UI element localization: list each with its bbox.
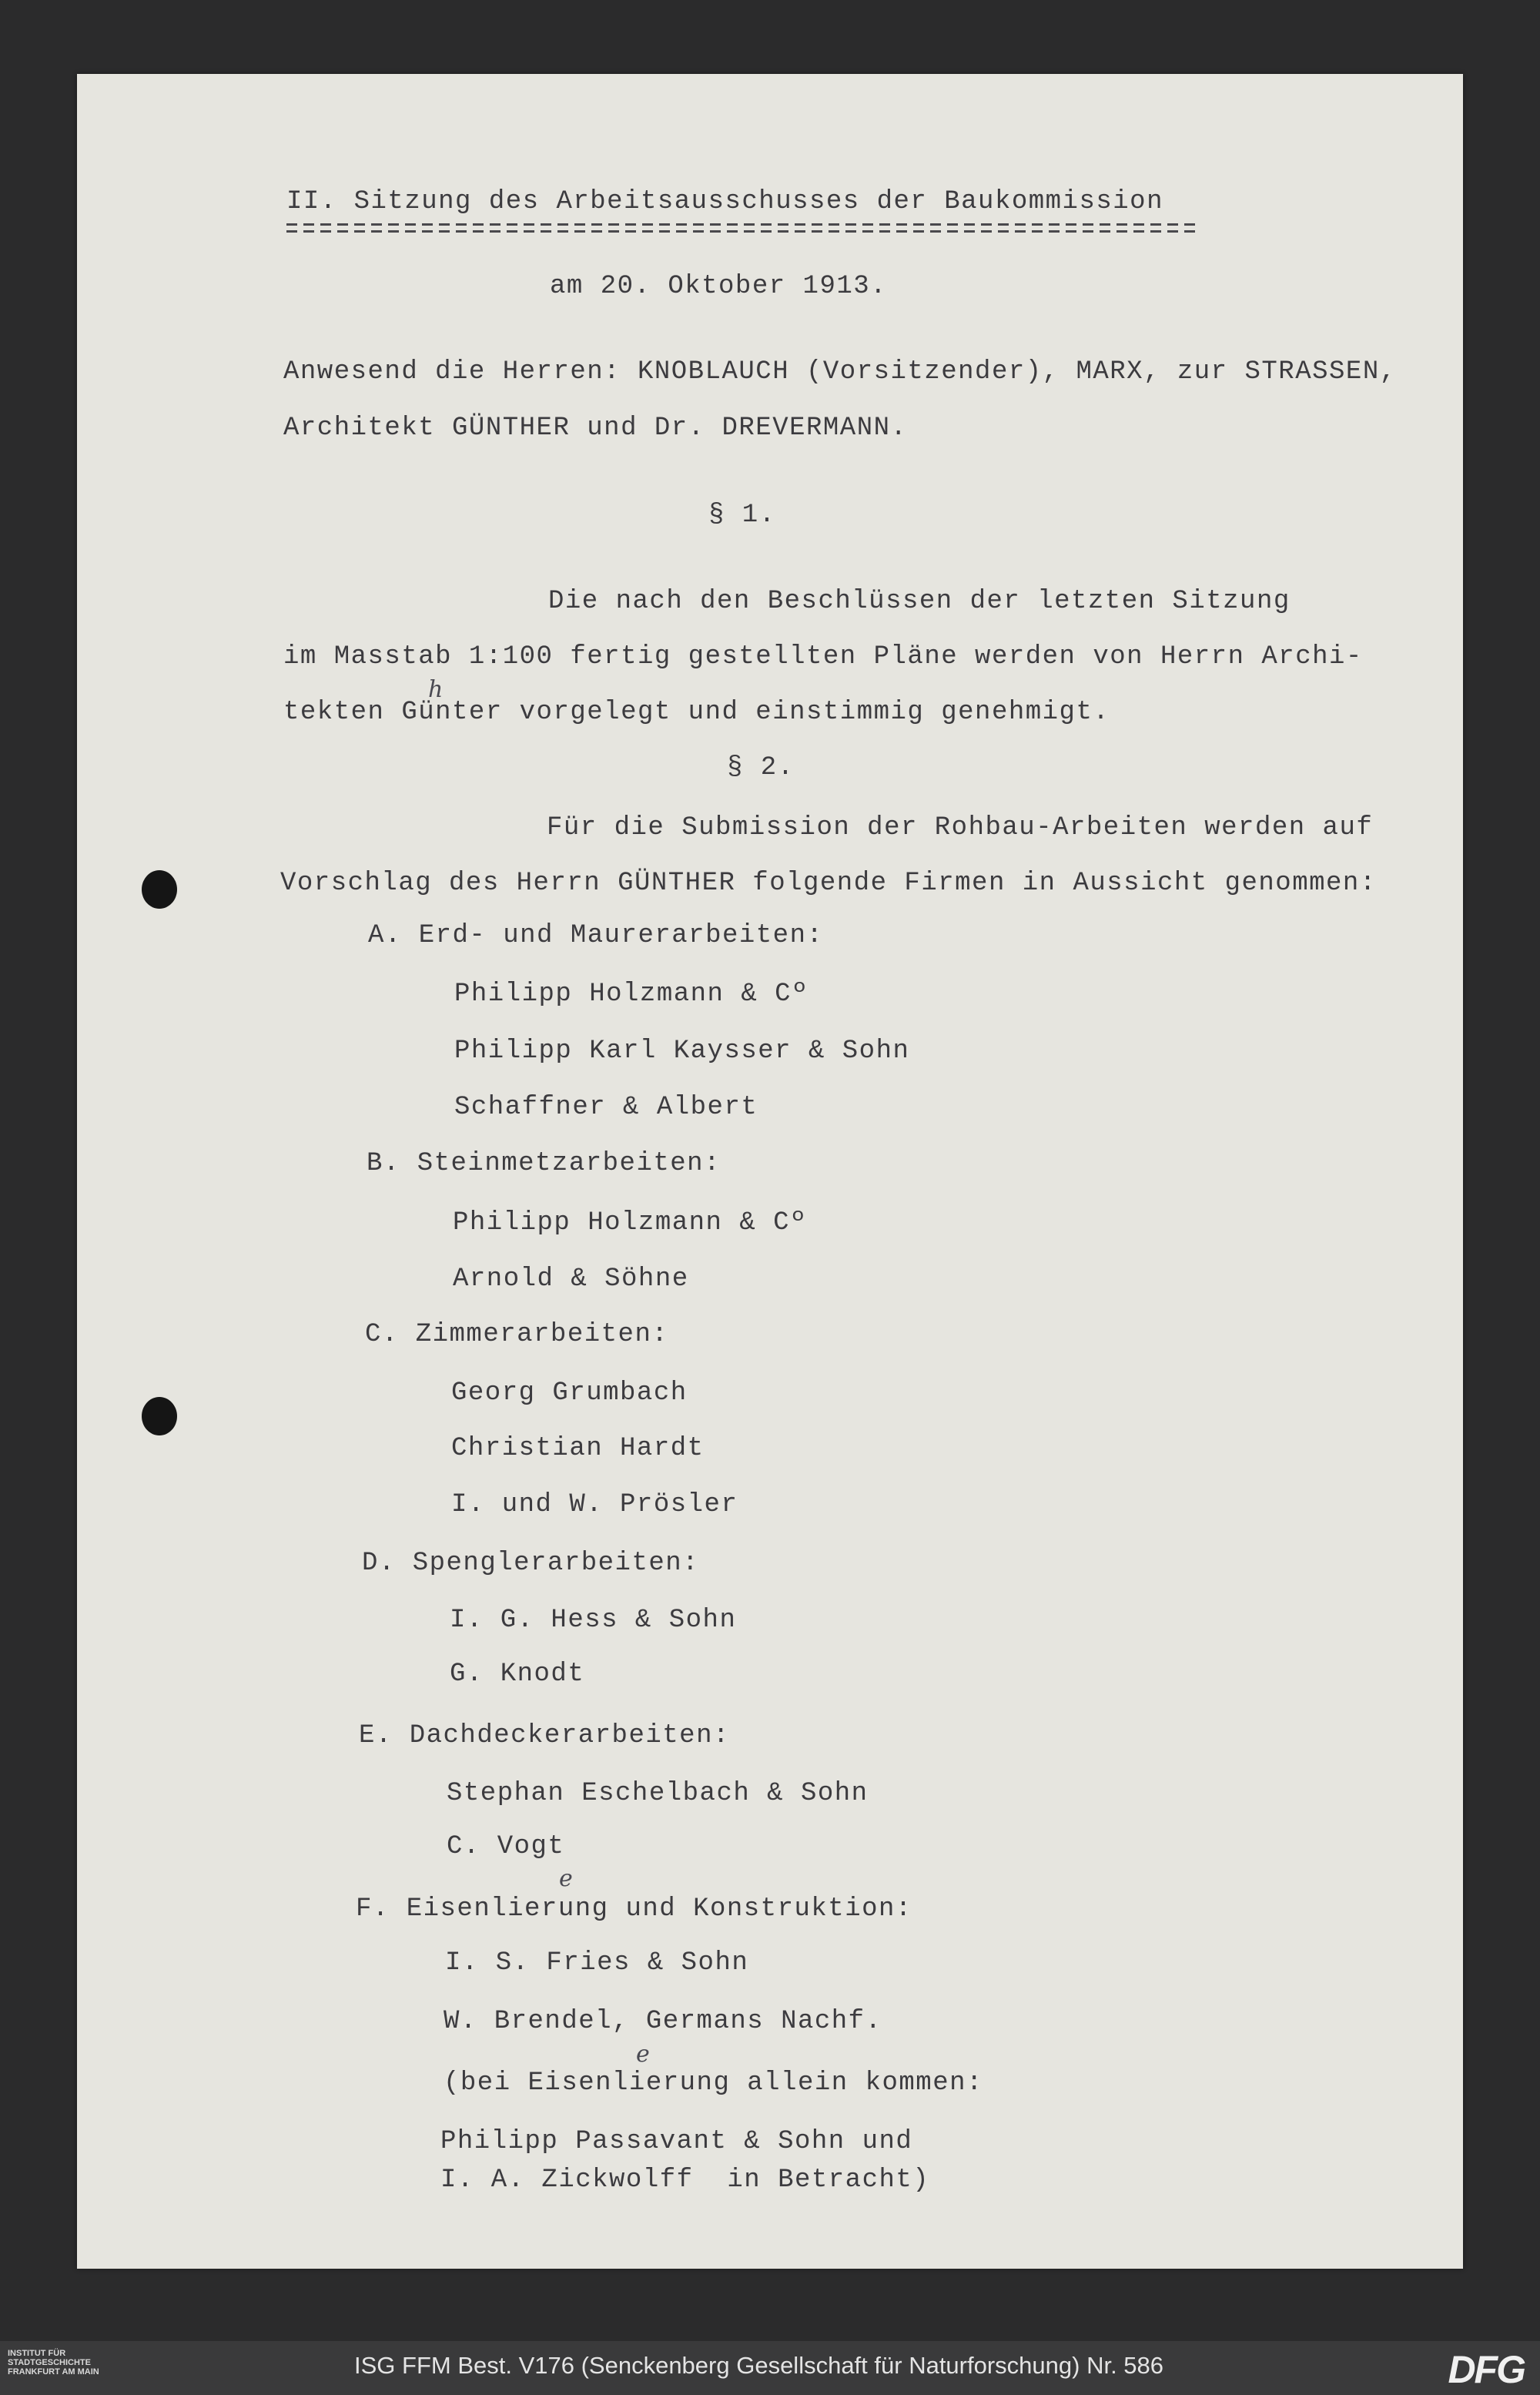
section-1-line-1: Die nach den Beschlüssen der letzten Sitzung	[548, 587, 1291, 616]
title-double-underline	[286, 223, 1201, 234]
firm-item: Arnold & Söhne	[453, 1264, 689, 1294]
firm-item: I. A. Zickwolff in Betracht)	[440, 2166, 930, 2195]
section-1-heading: § 1.	[708, 501, 776, 530]
category-d-label: D. Spenglerarbeiten:	[362, 1549, 700, 1578]
attendees-line-1: Anwesend die Herren: KNOBLAUCH (Vorsitzender), MARX, zur STRASSEN,	[283, 357, 1397, 387]
category-a-label: A. Erd- und Maurerarbeiten:	[368, 921, 824, 950]
institute-label: INSTITUT FÜR STADTGESCHICHTE FRANKFURT AM MAIN	[8, 2349, 99, 2377]
category-c-label: C. Zimmerarbeiten:	[365, 1320, 669, 1349]
firm-item: Philipp Karl Kaysser & Sohn	[454, 1037, 910, 1066]
meeting-date: am 20. Oktober 1913.	[550, 272, 888, 301]
firm-item: I. und W. Prösler	[451, 1490, 738, 1519]
firm-item: Philipp Passavant & Sohn und	[440, 2127, 913, 2156]
category-f-label: F. Eisenlierung und Konstruktion:	[356, 1894, 912, 1924]
firm-item: Stephan Eschelbach & Sohn	[447, 1779, 869, 1808]
section-1-line-3: tekten Günter vorgelegt und einstimmig genehmigt.	[283, 698, 1110, 727]
section-2-line-2: Vorschlag des Herrn GÜNTHER folgende Firmen in Aussicht genommen:	[280, 869, 1377, 898]
category-e-label: E. Dachdeckerarbeiten:	[359, 1721, 730, 1750]
punch-hole-bottom	[142, 1397, 177, 1435]
firm-item: G. Knodt	[450, 1660, 585, 1689]
section-1-line-2: im Masstab 1:100 fertig gestellten Pläne werden von Herrn Archi-	[283, 642, 1363, 672]
category-b-label: B. Steinmetzarbeiten:	[367, 1149, 721, 1178]
firm-item: Philipp Holzmann & Cº	[454, 980, 808, 1009]
archive-footer-bar	[0, 2341, 1540, 2395]
firm-item: C. Vogt	[447, 1832, 565, 1861]
document-title: II. Sitzung des Arbeitsausschusses der Baukommission	[286, 187, 1163, 216]
section-2-line-1: Für die Submission der Rohbau-Arbeiten werden auf	[547, 813, 1374, 842]
attendees-line-2: Architekt GÜNTHER und Dr. DREVERMANN.	[283, 414, 908, 443]
firm-item: Philipp Holzmann & Cº	[453, 1208, 807, 1238]
handwritten-correction-e: e	[636, 2041, 650, 2068]
firm-item-note: (bei Eisenlierung allein kommen:	[444, 2068, 983, 2098]
handwritten-correction-h: h	[428, 676, 444, 703]
document-page	[77, 74, 1463, 2269]
section-2-heading: § 2.	[727, 753, 795, 782]
firm-item: Schaffner & Albert	[454, 1093, 758, 1122]
firm-item: I. S. Fries & Sohn	[445, 1948, 749, 1978]
archive-reference: ISG FFM Best. V176 (Senckenberg Gesellschaft für Naturforschung) Nr. 586	[354, 2352, 1164, 2379]
firm-item: Christian Hardt	[451, 1434, 705, 1463]
firm-item: Georg Grumbach	[451, 1378, 688, 1408]
firm-item: W. Brendel, Germans Nachf.	[444, 2007, 882, 2036]
dfg-logo: DFG	[1448, 2348, 1525, 2391]
punch-hole-top	[142, 870, 177, 909]
handwritten-correction-e: e	[559, 1865, 573, 1892]
firm-item: I. G. Hess & Sohn	[450, 1606, 737, 1635]
